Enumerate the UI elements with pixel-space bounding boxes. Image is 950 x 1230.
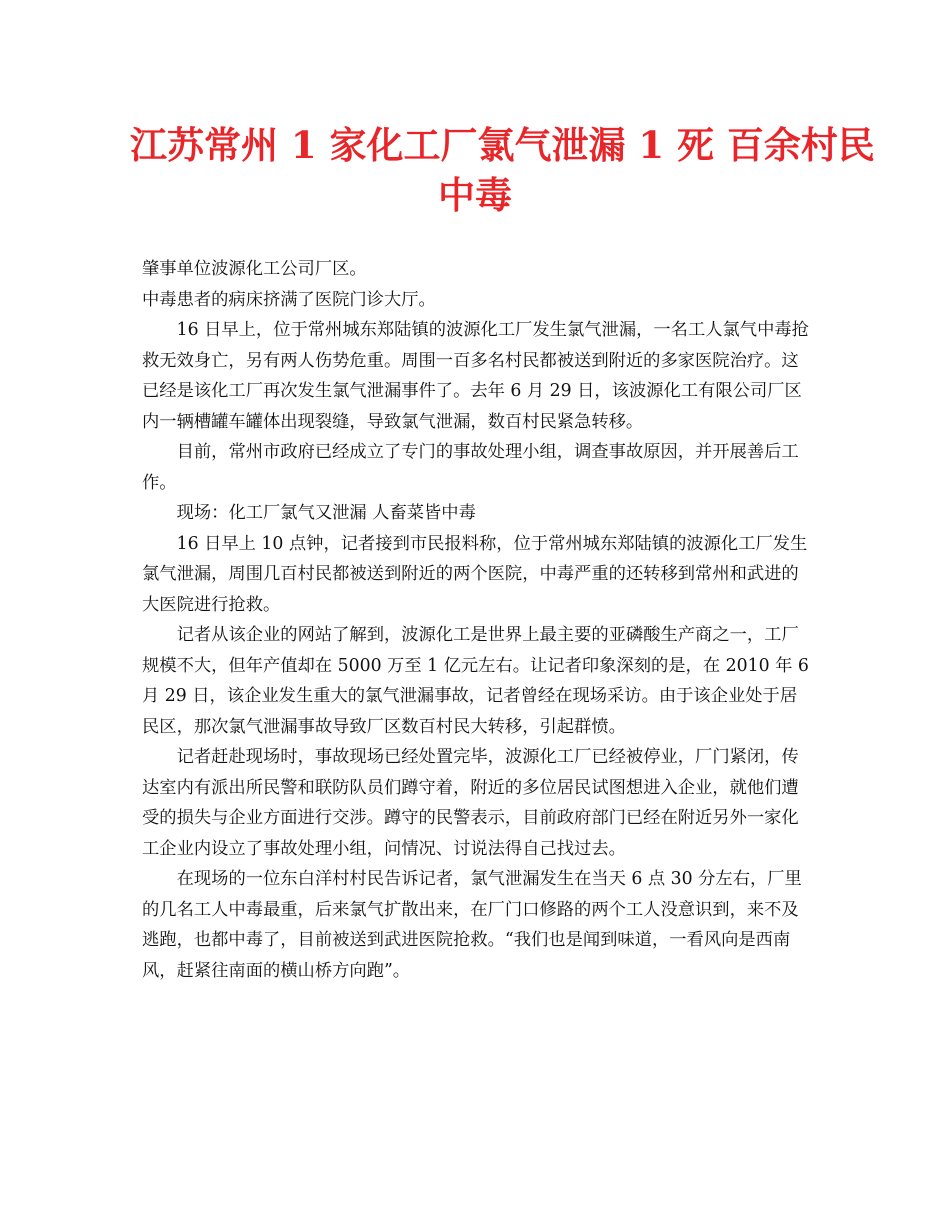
section-heading: 现场：化工厂氯气又泄漏 人畜菜皆中毒: [176, 503, 476, 523]
paragraph: 肇事单位波源化工公司厂区。: [142, 259, 367, 279]
paragraph: 记者从该企业的网站了解到，波源化工是世界上最主要的亚磷酸生产商之一，工厂规模不大，但年产值却在 5000 万至 1 亿元左右。让记者印象深刻的是，在 2010 年 6 月 29 日，该企业发生重大的氯气泄漏事故，记者曾经在现场采访。由于该企业处于居民区，那次氯气泄漏事故导致厂区数百村民大转移，引起群愤。: [142, 625, 809, 737]
article-title: [130, 120, 875, 220]
paragraph: 记者赶赴现场时，事故现场已经处置完毕，波源化工厂已经被停业，厂门紧闭，传达室内有派出所民警和联防队员们蹲守着，附近的多位居民试图想进入企业，就他们遭受的损失与企业方面进行交涉。蹲守的民警表示，目前政府部门已经在附近另外一家化工企业内设立了事故处理小组，问情况、讨说法得自己找过去。: [142, 747, 799, 859]
paragraph: 16 日早上 10 点钟，记者接到市民报料称，位于常州城东郑陆镇的波源化工厂发生氯气泄漏，周围几百村民都被送到附近的两个医院，中毒严重的还转移到常州和武进的大医院进行抢救。: [142, 533, 808, 615]
paragraph: 目前，常州市政府已经成立了专门的事故处理小组，调查事故原因，并开展善后工作。: [142, 442, 799, 493]
paragraph: 16 日早上，位于常州城东郑陆镇的波源化工厂发生氯气泄漏，一名工人氯气中毒抢救无效身亡，另有两人伤势危重。周围一百多名村民都被送到附近的多家医院治疗。这已经是该化工厂再次发生氯气泄漏事件了。去年 6 月 29 日，该波源化工有限公司厂区内一辆槽罐车罐体出现裂缝，导致氯气泄漏，数百村民紧急转移。: [142, 320, 809, 432]
paragraph: 在现场的一位东白洋村村民告诉记者，氯气泄漏发生在当天 6 点 30 分左右，厂里的几名工人中毒最重，后来氯气扩散出来，在厂门口修路的两个工人没意识到，来不及逃跑，也都中毒了，目前被送到武进医院抢救。“我们也是闻到味道，一看风向是西南风，赶紧往南面的横山桥方向跑”。: [142, 869, 802, 981]
paragraph: 中毒患者的病床挤满了医院门诊大厅。: [142, 289, 436, 310]
article-title-line-2: 中毒: [438, 173, 512, 217]
article-title-line-1: 江苏常州 1 家化工厂氯气泄漏 1 死 百余村民: [130, 123, 875, 167]
article-body: [142, 254, 812, 986]
